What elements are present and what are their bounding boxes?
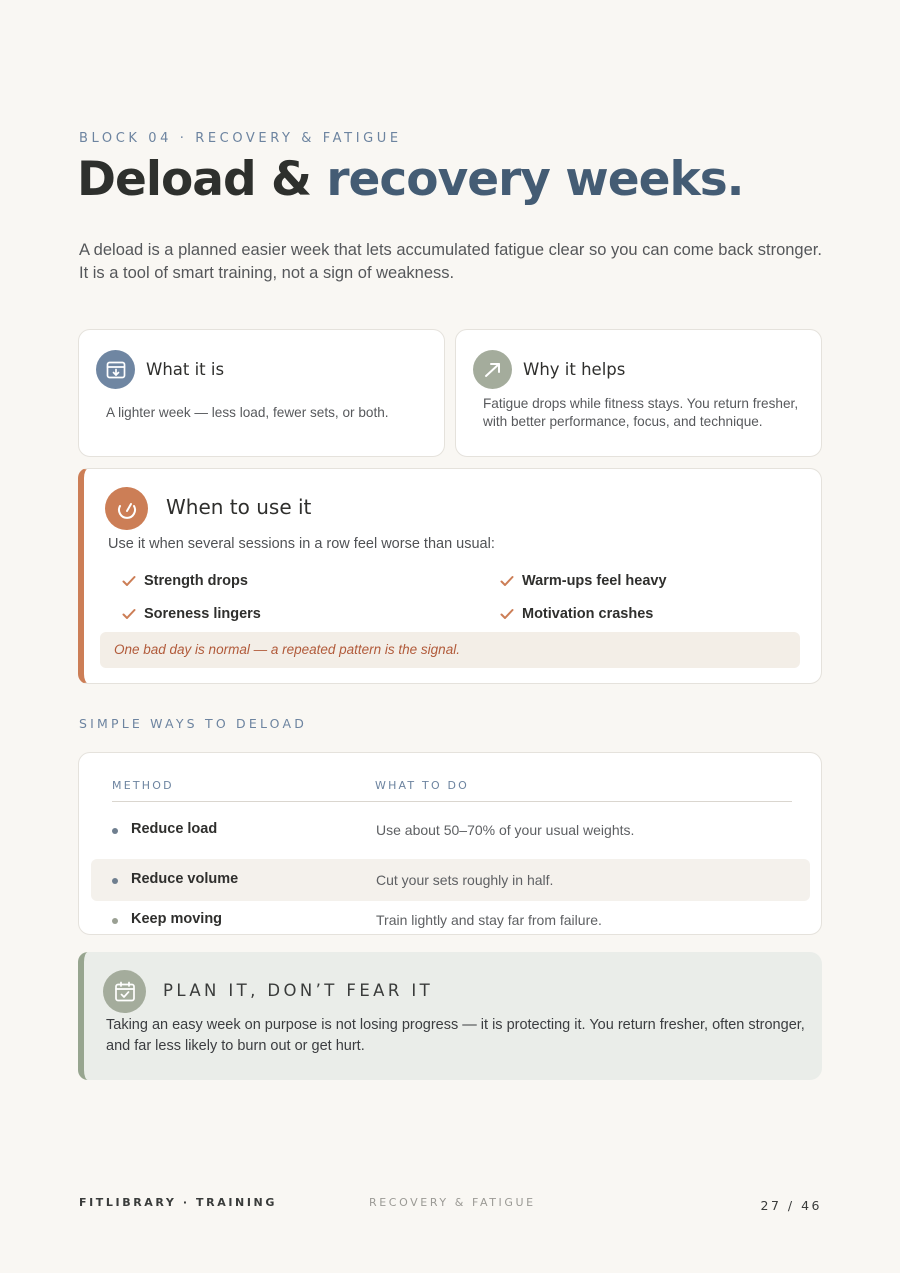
- intro-paragraph: A deload is a planned easier week that lets accumulated fatigue clear so you can come back stronger. It is a tool of smart training, not a sign of weakness.: [79, 241, 822, 282]
- what-to-do-cell: Cut your sets roughly in half.: [376, 872, 554, 888]
- footer-brand: FITLIBRARY · TRAINING: [79, 1196, 277, 1209]
- eyebrow-label: BLOCK 04 · RECOVERY & FATIGUE: [79, 131, 402, 146]
- method-cell: Reduce volume: [131, 871, 239, 887]
- bullet-icon: [112, 828, 118, 834]
- what-it-is-heading: What it is: [146, 360, 225, 379]
- table-row: [91, 859, 810, 901]
- calendar-check-icon: [103, 970, 146, 1013]
- plan-it-text: Taking an easy week on purpose is not losing progress — it is protecting it. You return fresher, often stronger, and far less likely to burn out or get hurt.: [106, 1017, 805, 1054]
- method-cell: Keep moving: [131, 911, 223, 927]
- why-it-helps-card: [455, 329, 822, 457]
- method-cell: Reduce load: [131, 821, 218, 837]
- gauge-icon: [105, 487, 148, 530]
- sign-item: [122, 606, 261, 622]
- trend-up-arrow-icon: [473, 350, 512, 389]
- sign-item: [500, 573, 667, 589]
- check-icon: [500, 575, 514, 587]
- what-to-do-cell: Use about 50–70% of your usual weights.: [376, 822, 635, 838]
- when-to-use-card: [78, 468, 822, 684]
- deload-methods-table: [78, 752, 822, 935]
- check-icon: [122, 608, 136, 620]
- footer-section: RECOVERY & FATIGUE: [369, 1196, 536, 1209]
- sign-item: [500, 606, 653, 622]
- why-it-helps-text: Fatigue drops while fitness stays. You return fresher, with better performance, focus, and technique.: [483, 396, 799, 429]
- page-number: 27 / 46: [760, 1198, 822, 1213]
- sign-item: [122, 573, 248, 589]
- check-icon: [500, 608, 514, 620]
- sign-label: Motivation crashes: [522, 606, 654, 622]
- column-header-what-to-do: WHAT TO DO: [375, 779, 470, 792]
- plan-it-callout: [78, 952, 822, 1080]
- sign-label: Warm-ups feel heavy: [522, 573, 667, 589]
- what-to-do-cell: Train lightly and stay far from failure.: [376, 912, 602, 928]
- bullet-icon: [112, 878, 118, 884]
- header-divider: [112, 801, 792, 802]
- page-title: [77, 152, 744, 207]
- sign-label: Strength drops: [144, 573, 248, 589]
- signal-note: One bad day is normal — a repeated pattern is the signal.: [100, 632, 800, 668]
- when-to-use-heading: When to use it: [166, 495, 312, 519]
- table-row: [91, 809, 810, 851]
- check-icon: [122, 575, 136, 587]
- plan-it-heading: PLAN IT, DON’T FEAR IT: [163, 981, 434, 1000]
- what-it-is-text: A lighter week — less load, fewer sets, or both.: [106, 405, 389, 420]
- what-it-is-card: [78, 329, 445, 457]
- when-to-use-lead: Use it when several sessions in a row feel worse than usual:: [108, 536, 495, 552]
- title-accent: recovery weeks.: [326, 152, 744, 207]
- table-row: [91, 899, 810, 935]
- calendar-download-icon: [96, 350, 135, 389]
- title-main: Deload &: [77, 152, 327, 207]
- section-label: SIMPLE WAYS TO DELOAD: [79, 716, 308, 731]
- why-it-helps-heading: Why it helps: [523, 360, 626, 379]
- sign-label: Soreness lingers: [144, 606, 261, 622]
- column-header-method: METHOD: [112, 779, 174, 792]
- bullet-icon: [112, 918, 118, 924]
